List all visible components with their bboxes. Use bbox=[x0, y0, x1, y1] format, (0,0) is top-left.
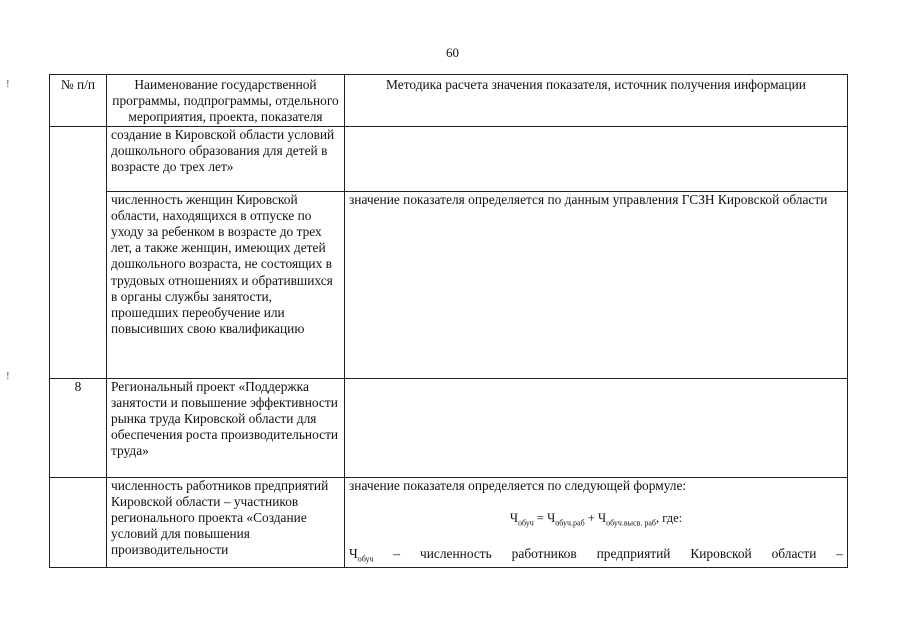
header-method: Методика расчета значения показателя, источник получения информации bbox=[345, 75, 848, 127]
page-number: 60 bbox=[446, 45, 459, 60]
formula-lhs: Ч bbox=[509, 510, 518, 525]
header-number: № п/п bbox=[50, 75, 107, 127]
table-row bbox=[50, 191, 848, 378]
row-number: 8 bbox=[50, 378, 107, 477]
table-row bbox=[50, 477, 848, 568]
row-number bbox=[50, 126, 107, 378]
indicator-method-cell bbox=[345, 477, 848, 568]
indicator-table bbox=[49, 74, 848, 568]
formula-plus: + bbox=[584, 510, 598, 525]
project-method bbox=[345, 378, 848, 477]
formula-term1-sub: обуч.раб bbox=[555, 518, 585, 528]
table-row bbox=[50, 378, 848, 477]
formula-lhs-sub: обуч bbox=[518, 518, 534, 528]
indicator-method bbox=[345, 126, 848, 191]
project-name: Региональный проект «Поддержка занятости и повышение эффективности рынка труда Кировской области для обеспечения роста производительности труда» bbox=[107, 378, 345, 477]
indicator-name: численность женщин Кировской области, находящихся в отпуске по уходу за ребенком в возрасте до трех лет, а также женщин, имеющих детей дошкольного возраста, не состоящих в трудовых отношениях и обратившихся в органы службы занятости, прошедших переобучение или повысивших свою квалификацию bbox=[107, 191, 345, 378]
row-number bbox=[50, 477, 107, 568]
formula-tail: , где: bbox=[655, 510, 683, 525]
table-row bbox=[50, 126, 848, 191]
indicator-name: численность работников предприятий Кировской области – участников регионального проекта «Создание условий для повышения производительности bbox=[107, 477, 345, 568]
formula-definition bbox=[349, 546, 843, 568]
formula-term2-sub: обуч.высв. раб bbox=[606, 518, 656, 528]
formula-term1: Ч bbox=[547, 510, 556, 525]
indicator-name: создание в Кировской области условий дошкольного образования для детей в возрасте до трех лет» bbox=[107, 126, 345, 191]
header-name: Наименование государственной программы, подпрограммы, отдельного мероприятия, проекта, показателя bbox=[107, 75, 345, 127]
formula-equals: = bbox=[533, 510, 548, 525]
formula bbox=[349, 510, 843, 532]
method-text: значение показателя определяется по следующей формуле: bbox=[349, 477, 687, 493]
definition-text: – численность работников предприятий Кировской области – bbox=[373, 545, 843, 561]
scan-mark: ! bbox=[6, 370, 10, 382]
formula-term2: Ч bbox=[597, 510, 607, 525]
table-header-row bbox=[50, 75, 848, 127]
definition-symbol-sub: обуч bbox=[357, 554, 374, 564]
indicator-method: значение показателя определяется по данным управления ГСЗН Кировской области bbox=[345, 191, 848, 378]
scan-mark: ! bbox=[6, 78, 10, 90]
definition-symbol: Ч bbox=[349, 545, 358, 561]
